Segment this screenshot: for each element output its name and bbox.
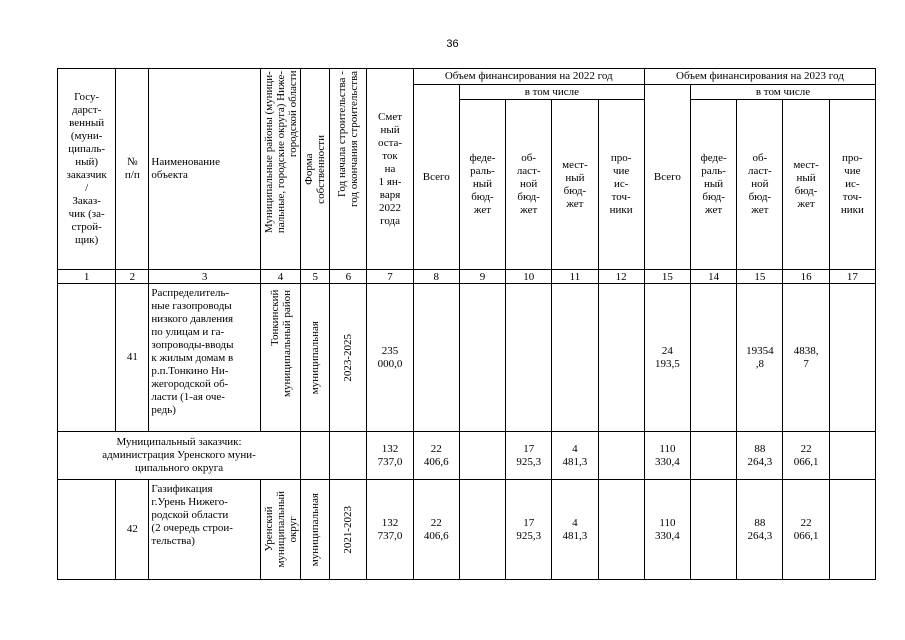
remaining-value: 132 737,0 bbox=[367, 480, 413, 580]
col-number: 9 bbox=[459, 270, 505, 284]
header-num: № п/п bbox=[116, 69, 149, 270]
table-row-41 bbox=[58, 284, 876, 432]
table-row-42 bbox=[58, 480, 876, 580]
col-number: 15 bbox=[737, 270, 783, 284]
district: Тонкинский муниципальный район bbox=[268, 290, 293, 397]
regional-2023-value: 88 264,3 bbox=[737, 432, 783, 480]
col-number: 2 bbox=[116, 270, 149, 284]
col-number: 1 bbox=[58, 270, 116, 284]
regional-2023-value: 88 264,3 bbox=[737, 480, 783, 580]
col-number: 16 bbox=[783, 270, 829, 284]
col-number: 17 bbox=[829, 270, 875, 284]
header-other-2022: про- чие ис- точ- ники bbox=[598, 100, 644, 270]
local-2023-value: 22 066,1 bbox=[783, 480, 829, 580]
total-2023-value: 24 193,5 bbox=[644, 284, 690, 432]
header-ownership: Форма собственности bbox=[303, 134, 328, 204]
header-other-2023: про- чие ис- точ- ники bbox=[829, 100, 875, 270]
col-number: 6 bbox=[330, 270, 367, 284]
col-number: 5 bbox=[301, 270, 330, 284]
header-years: Год начала строительства - год окончания строительства bbox=[336, 71, 361, 207]
col-number: 12 bbox=[598, 270, 644, 284]
header-federal-2023: феде- раль- ный бюд- жет bbox=[691, 100, 737, 270]
regional-2023-value: 19354 ,8 bbox=[737, 284, 783, 432]
row-number: 42 bbox=[116, 480, 149, 580]
header-local-2022: мест- ный бюд- жет bbox=[552, 100, 598, 270]
header-federal-2022: феде- раль- ный бюд- жет bbox=[459, 100, 505, 270]
total-2023-value: 110 330,4 bbox=[644, 432, 690, 480]
page-number: 36 bbox=[446, 38, 459, 50]
total-2023-value: 110 330,4 bbox=[644, 480, 690, 580]
header-regional-2022: об- ласт- ной бюд- жет bbox=[506, 100, 552, 270]
col-number: 7 bbox=[367, 270, 413, 284]
header-total-2023: Всего bbox=[644, 85, 690, 270]
header-object-name: Наименование объекта bbox=[149, 69, 261, 270]
header-fin-2022: Объем финансирования на 2022 год bbox=[413, 69, 644, 85]
col-number: 15 bbox=[644, 270, 690, 284]
local-2022-value: 4 481,3 bbox=[552, 480, 598, 580]
header-incl-2023: в том числе bbox=[691, 85, 876, 100]
total-2022-value: 22 406,6 bbox=[413, 480, 459, 580]
district: Уренский муниципальный округ bbox=[262, 491, 299, 568]
financing-table bbox=[57, 68, 876, 580]
header-incl-2022: в том числе bbox=[459, 85, 644, 100]
header-regional-2023: об- ласт- ной бюд- жет bbox=[737, 100, 783, 270]
header-total-2022: Всего bbox=[413, 85, 459, 270]
local-2022-value: 4 481,3 bbox=[552, 432, 598, 480]
col-number: 11 bbox=[552, 270, 598, 284]
subtotal-label: Муниципальный заказчик: администрация Уренского муни- ципального округа bbox=[58, 432, 301, 480]
column-numbers-row bbox=[58, 270, 876, 284]
ownership: муниципальная bbox=[309, 320, 322, 395]
col-number: 4 bbox=[260, 270, 300, 284]
years: 2021-2023 bbox=[342, 505, 355, 554]
col-number: 3 bbox=[149, 270, 261, 284]
col-number: 10 bbox=[506, 270, 552, 284]
object-name: Газификация г.Урень Нижего- родской области (2 очередь строи- тельства) bbox=[149, 480, 261, 580]
local-2023-value: 4838, 7 bbox=[783, 284, 829, 432]
header-districts: Муниципальные районы (муници- пальные, городские округа) Ниже- городской области bbox=[262, 71, 299, 234]
col-number: 14 bbox=[691, 270, 737, 284]
regional-2022-value: 17 925,3 bbox=[506, 480, 552, 580]
subtotal-row bbox=[58, 432, 876, 480]
header-remaining: Смет ный оста- ток на 1 ян- варя 2022 года bbox=[367, 69, 413, 270]
remaining-value: 132 737,0 bbox=[367, 432, 413, 480]
local-2023-value: 22 066,1 bbox=[783, 432, 829, 480]
regional-2022-value: 17 925,3 bbox=[506, 432, 552, 480]
header-local-2023: мест- ный бюд- жет bbox=[783, 100, 829, 270]
col-number: 8 bbox=[413, 270, 459, 284]
row-number: 41 bbox=[116, 284, 149, 432]
header-customer: Госу- дарст- венный (муни- ципаль- ный) заказчик / Заказ- чик (за- строй- щик) bbox=[58, 69, 116, 270]
total-2022-value: 22 406,6 bbox=[413, 432, 459, 480]
object-name: Распределитель- ные газопроводы низкого давления по улицам и га- зопроводы-вводы к жилым домам в р.п.Тонкино Ни- жегородской об- ласти (1-ая оче- редь) bbox=[149, 284, 261, 432]
years: 2023-2025 bbox=[342, 333, 355, 382]
ownership: муниципальная bbox=[309, 492, 322, 567]
header-fin-2023: Объем финансирования на 2023 год bbox=[644, 69, 875, 85]
remaining-value: 235 000,0 bbox=[367, 284, 413, 432]
